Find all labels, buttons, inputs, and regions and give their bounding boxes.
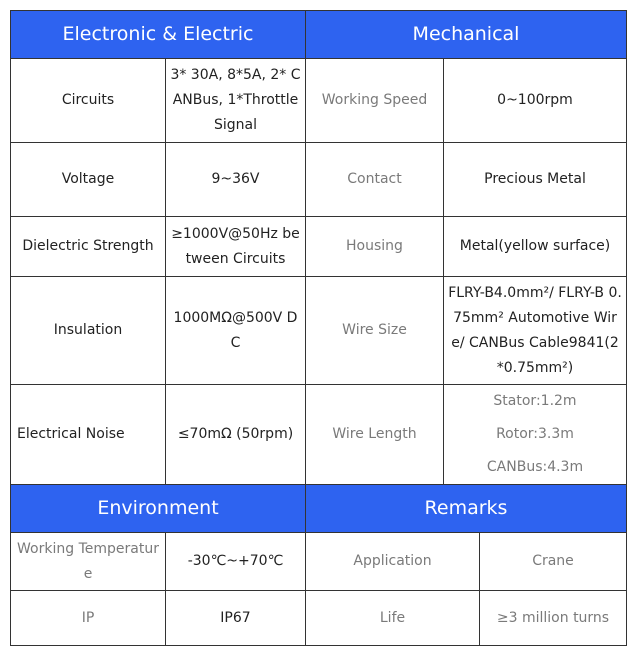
label-working-speed: Working Speed [306,59,444,143]
value-electrical-noise: ≤70mΩ (50rpm) [166,385,306,485]
header-mechanical: Mechanical [306,11,626,59]
header-environment: Environment [11,485,306,533]
value-housing: Metal(yellow surface) [444,217,626,277]
label-voltage: Voltage [11,143,166,217]
label-dielectric-strength: Dielectric Strength [11,217,166,277]
value-wire-size: FLRY-B4.0mm²/ FLRY-B 0.75mm² Automotive Wire/ CANBus Cable9841(2*0.75mm²) [444,277,626,385]
wire-length-rotor: Rotor:3.3m [496,426,574,442]
value-life: ≥3 million turns [496,609,610,626]
label-application: Application [306,533,480,591]
label-circuits: Circuits [11,59,166,143]
value-voltage: 9~36V [166,143,306,217]
value-dielectric-strength: ≥1000V@50Hz between Circuits [166,217,306,277]
label-wire-size: Wire Size [306,277,444,385]
label-working-temperature: Working Temperature [11,533,166,591]
value-contact: Precious Metal [444,143,626,217]
label-ip: IP [11,591,166,645]
value-insulation: 1000MΩ@500V DC [166,277,306,385]
value-working-temperature: -30℃~+70℃ [166,533,306,591]
label-insulation: Insulation [11,277,166,385]
label-housing: Housing [306,217,444,277]
label-electrical-noise: Electrical Noise [11,385,166,485]
value-circuits: 3* 30A, 8*5A, 2* CANBus, 1*Throttle Signal [166,59,306,143]
label-wire-length: Wire Length [306,385,444,485]
wire-length-canbus: CANBus:4.3m [486,459,584,475]
header-electronic: Electronic & Electric [11,11,306,59]
wire-length-stator: Stator:1.2m [493,393,577,409]
spec-table [10,10,627,646]
header-remarks: Remarks [306,485,626,533]
value-application: Crane [480,533,626,591]
label-contact: Contact [306,143,444,217]
label-life: Life [306,591,480,645]
value-ip: IP67 [166,591,306,645]
value-wire-length [444,385,626,485]
value-working-speed: 0~100rpm [444,59,626,143]
